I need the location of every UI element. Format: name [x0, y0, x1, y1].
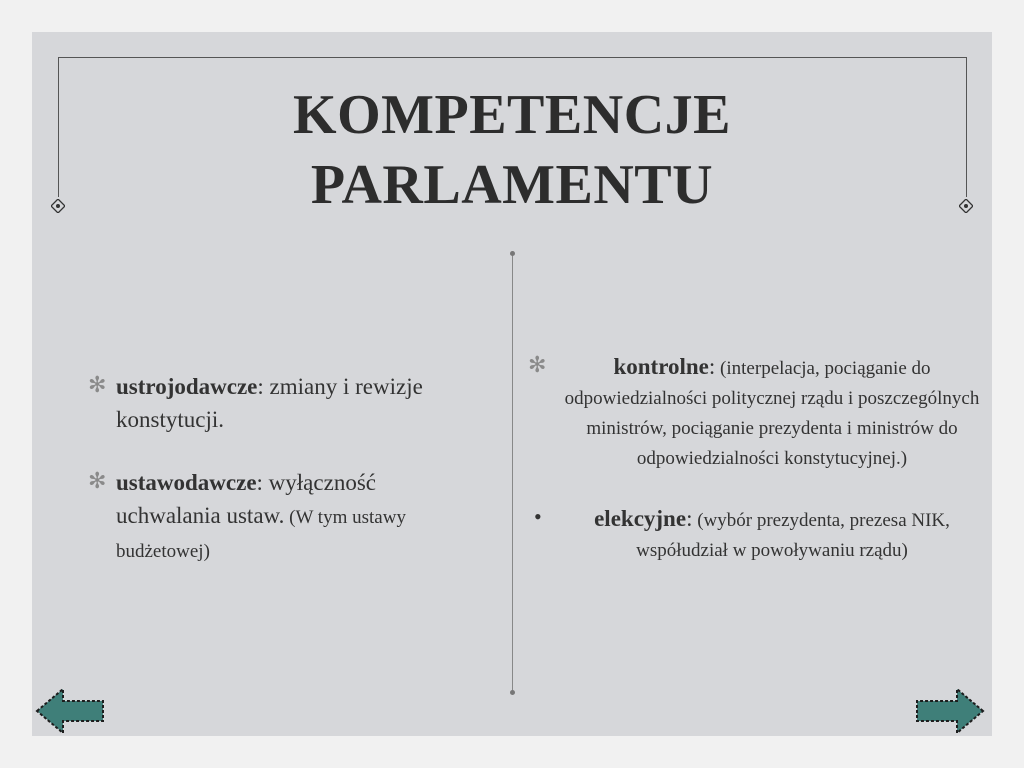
list-item [88, 370, 448, 436]
title-line-2: PARLAMENTU [310, 154, 714, 216]
frame-left-line [58, 57, 59, 197]
item-text: (wybór prezydenta, prezesa NIK, współudział w powoływaniu rządu) [636, 510, 950, 561]
asterisk-bullet-icon: ✻ [88, 372, 107, 397]
item-lead: ustrojodawcze [116, 374, 258, 399]
item-lead: ustawodawcze [116, 470, 257, 495]
divider-top-dot [510, 251, 515, 256]
item-text: : wyłączność uchwalania ustaw. [116, 470, 376, 528]
item-text: (interpelacja, pociąganie do odpowiedzialności politycznej rządu i poszczególnych ministrów, pociąganie prezydenta i ministrów do odpowiedzialności konstytucyjnej.) [564, 358, 980, 469]
title-line-1: KOMPETENCJE [293, 84, 731, 146]
item-note: (W tym ustawy budżetowej) [116, 507, 406, 562]
list-item [528, 350, 988, 474]
diamond-ornament-icon [959, 199, 973, 213]
divider-bottom-dot [510, 690, 515, 695]
item-colon: : [686, 506, 693, 531]
dot-bullet-icon: • [534, 504, 542, 529]
frame-top-line [58, 57, 966, 58]
asterisk-bullet-icon: ✻ [528, 352, 547, 377]
list-item [528, 502, 988, 566]
slide-title [100, 80, 924, 220]
diamond-ornament-icon [51, 199, 65, 213]
asterisk-bullet-icon: ✻ [88, 468, 107, 493]
arrow-left-icon[interactable] [35, 686, 107, 736]
list-item [88, 466, 448, 567]
item-colon: : [708, 354, 716, 379]
frame-right-line [966, 57, 967, 197]
item-lead: elekcyjne [594, 506, 687, 531]
right-column [528, 350, 988, 596]
left-column [88, 370, 448, 597]
item-lead: kontrolne [613, 354, 709, 379]
column-divider [512, 254, 513, 692]
item-text: : zmiany i rewizje konstytucji. [116, 374, 423, 432]
arrow-right-icon[interactable] [913, 686, 985, 736]
